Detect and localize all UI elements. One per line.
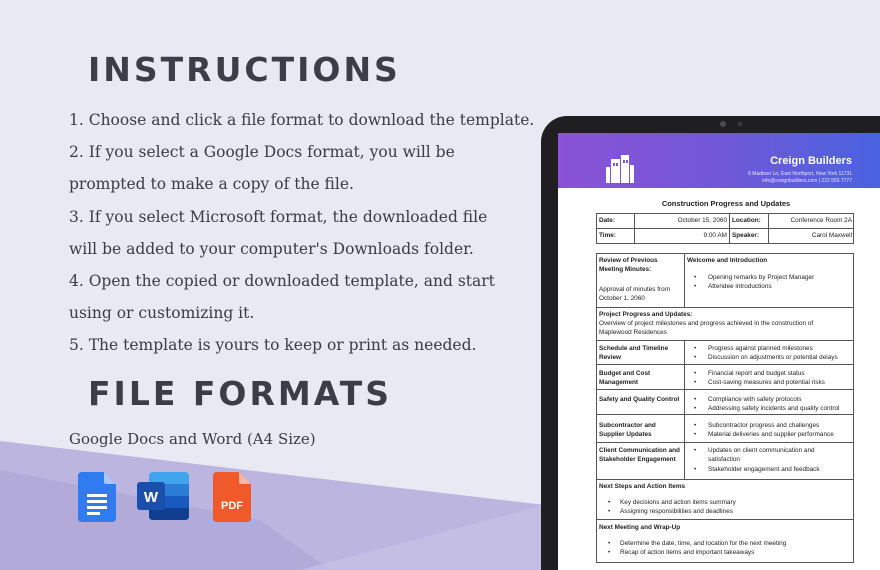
- review-label-1: Review of Previous: [599, 257, 658, 264]
- bullet-dot: •: [694, 354, 697, 361]
- word-icon[interactable]: [137, 472, 189, 520]
- instruction-line: prompted to make a copy of the file.: [69, 175, 354, 194]
- row-label: Client Communication and: [599, 447, 680, 454]
- next-steps-bullet: Key decisions and action items summary: [620, 499, 736, 506]
- bullet-dot: •: [608, 508, 611, 515]
- instruction-line: 4. Open the copied or downloaded template, and start: [69, 272, 495, 291]
- camera-sensor: [738, 122, 742, 126]
- speaker-value: Carol Maxwell: [811, 232, 852, 239]
- row-bullet: Updates on client communication and: [708, 447, 815, 454]
- document-title: Construction Progress and Updates: [661, 199, 791, 208]
- row-label: Budget and Cost: [599, 370, 651, 377]
- instruction-line: 2. If you select a Google Docs format, you will be: [69, 143, 455, 162]
- location-label: Location:: [732, 217, 761, 224]
- row-label: Management: [599, 379, 639, 386]
- speaker-label: Speaker:: [732, 232, 759, 239]
- welcome-bullet: Opening remarks by Project Manager: [708, 274, 815, 281]
- file-formats-heading: FILE FORMATS: [88, 374, 392, 413]
- bullet-dot: •: [694, 379, 697, 386]
- row-label: Review: [599, 354, 622, 361]
- next-steps-label: Next Steps and Action Items: [599, 483, 686, 490]
- time-value: 9:00 AM: [703, 232, 727, 239]
- row-label: Schedule and Timeline: [599, 345, 669, 352]
- row-label: Stakeholder Engagement: [599, 456, 676, 463]
- row-bullet: satisfaction: [708, 456, 740, 463]
- wrap-up-bullet: Recap of action items and important takeaways: [620, 549, 755, 556]
- pdf-icon[interactable]: [213, 472, 251, 522]
- bullet-dot: •: [694, 405, 697, 412]
- file-formats-subtitle: Google Docs and Word (A4 Size): [69, 430, 316, 448]
- row-bullet: Progress against planned milestones: [708, 345, 813, 352]
- instruction-line: using or customizing it.: [69, 304, 255, 323]
- bullet-dot: •: [694, 396, 697, 403]
- company-contact: info@creignbuilders.com | 222 555 7777: [762, 178, 852, 184]
- progress-line-1: Overview of project milestones and progress achieved in the construction of: [599, 320, 814, 327]
- welcome-bullet: Attendee introductions: [708, 283, 772, 290]
- review-approval-1: Approval of minutes from: [599, 286, 671, 293]
- bullet-dot: •: [694, 466, 697, 473]
- wrap-up-label: Next Meeting and Wrap-Up: [599, 524, 681, 531]
- instruction-line: 1. Choose and click a file format to download the template.: [69, 111, 535, 129]
- bullet-dot: •: [608, 499, 611, 506]
- date-label: Date:: [599, 217, 615, 224]
- building-logo-icon: [605, 155, 635, 183]
- instructions-heading: INSTRUCTIONS: [88, 50, 401, 89]
- bullet-dot: •: [694, 283, 697, 290]
- location-value: Conference Room 2A: [790, 217, 852, 224]
- row-bullet: Cost-saving measures and potential risks: [708, 379, 825, 386]
- google-docs-icon[interactable]: [78, 472, 116, 522]
- next-steps-bullet: Assigning responsibilities and deadlines: [620, 508, 733, 515]
- instructions-list: [69, 104, 535, 362]
- date-value: October 15, 2060: [677, 217, 727, 224]
- instruction-line: will be added to your computer's Downloads folder.: [69, 239, 474, 258]
- welcome-heading: Welcome and Introduction: [687, 257, 768, 264]
- instruction-line: 5. The template is yours to keep or print as needed.: [69, 336, 477, 355]
- row-bullet: Addressing safety incidents and quality control: [708, 405, 840, 412]
- pdf-label: PDF: [221, 500, 243, 512]
- bullet-dot: •: [608, 540, 611, 547]
- review-label-2: Meeting Minutes:: [599, 266, 652, 273]
- instruction-line: 3. If you select Microsoft format, the downloaded file: [69, 207, 488, 226]
- progress-line-2: Maplewood Residences: [599, 329, 667, 336]
- bullet-dot: •: [608, 549, 611, 556]
- row-bullet: Stakeholder engagement and feedback: [708, 466, 820, 473]
- company-name: Creign Builders: [770, 155, 852, 167]
- bullet-dot: •: [694, 370, 697, 377]
- row-bullet: Subcontractor progress and challenges: [708, 422, 820, 429]
- bullet-dot: •: [694, 422, 697, 429]
- row-bullet: Compliance with safety protocols: [708, 396, 802, 403]
- camera-dot: [720, 121, 726, 127]
- company-address: 6 Madison Ln, East Northport, New York 11731: [748, 171, 852, 177]
- document-preview: [558, 133, 880, 570]
- progress-label: Project Progress and Updates:: [599, 311, 693, 318]
- row-bullet: Financial report and budget status: [708, 370, 805, 377]
- review-approval-2: October 1, 2060: [599, 295, 645, 302]
- bullet-dot: •: [694, 345, 697, 352]
- row-label: Safety and Quality Control: [599, 396, 680, 403]
- row-label: Supplier Updates: [599, 431, 652, 438]
- row-label: Subcontractor and: [599, 422, 656, 429]
- row-bullet: Discussion on adjustments or potential delays: [708, 354, 838, 361]
- bullet-dot: •: [694, 431, 697, 438]
- wrap-up-bullet: Determine the date, time, and location for the next meeting: [620, 540, 787, 547]
- time-label: Time:: [599, 232, 616, 239]
- bullet-dot: •: [694, 447, 697, 454]
- word-letter: W: [143, 489, 159, 506]
- document-header: [558, 133, 880, 188]
- bullet-dot: •: [694, 274, 697, 281]
- row-bullet: Material deliveries and supplier performance: [708, 431, 834, 438]
